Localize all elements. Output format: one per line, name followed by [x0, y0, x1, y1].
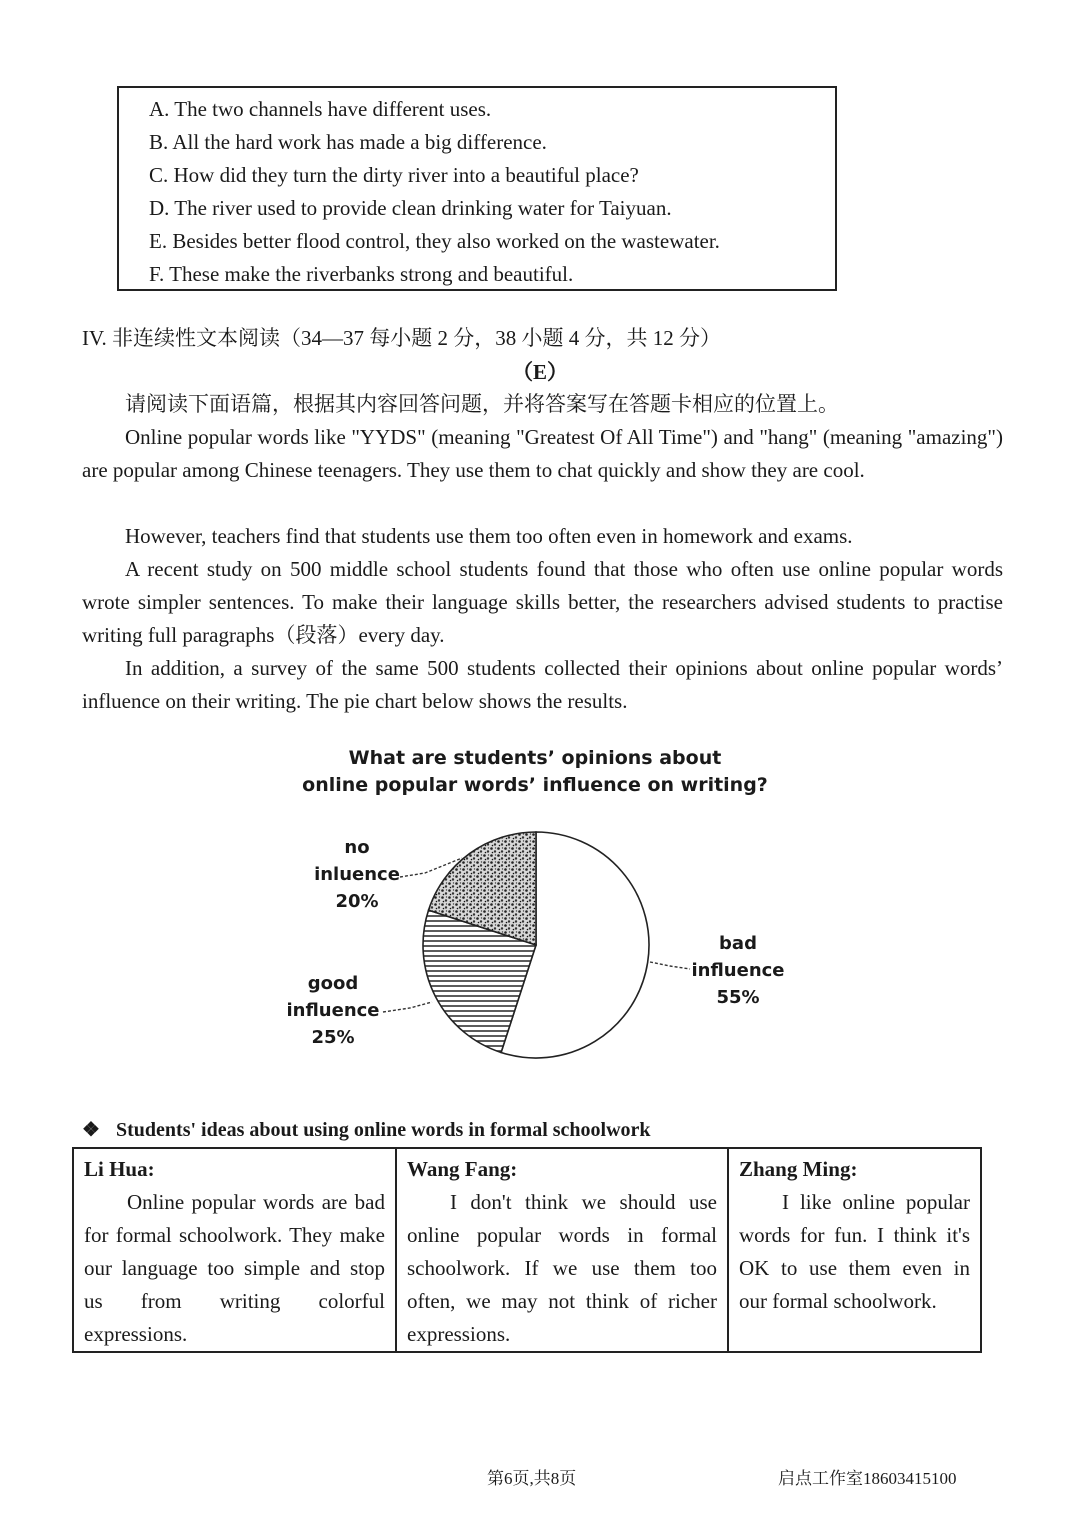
student-idea: I like online popular words for fun. I think it's OK to use them even in our formal schoolwork.: [739, 1190, 970, 1313]
table-cell-li-hua: [73, 1148, 396, 1352]
student-name: Li Hua:: [84, 1157, 155, 1181]
answer-options-box: [117, 86, 837, 291]
pie-label-no-influence: [305, 834, 409, 915]
pie-slices: [423, 832, 649, 1058]
table-cell-zhang-ming: [728, 1148, 981, 1352]
ideas-heading: [82, 1117, 651, 1142]
instruction-text: 请阅读下面语篇，根据其内容回答问题，并将答案写在答题卡相应的位置上。: [125, 392, 839, 416]
pie-value-good-influence: 25%: [311, 1027, 355, 1048]
pie-value-no-influence: 20%: [335, 891, 379, 912]
diamond-bullet-icon: ❖: [82, 1119, 100, 1141]
table-cell-wang-fang: [396, 1148, 728, 1352]
paragraph-1: Online popular words like "YYDS" (meaning "Greatest Of All Time") and "hang" (meaning "amazing") are popular among Chinese teenagers. They use them to chat quickly and show they are cool.: [82, 425, 1003, 482]
pie-label-bad-influence: [686, 930, 790, 1011]
option-f: F. These make the riverbanks strong and beautiful.: [149, 262, 574, 286]
passage-label: （E）: [511, 360, 568, 384]
section-heading: IV. 非连续性文本阅读（34—37 每小题 2 分，38 小题 4 分，共 12 分）: [82, 326, 721, 350]
paragraph-3: A recent study on 500 middle school students found that those who often use online popular words wrote simpler sentences. To make their language skills better, the researchers advised students to practise writing full paragraphs（段落）every day.: [82, 557, 1003, 647]
pie-label-bad-influence-line-1: bad: [719, 933, 757, 954]
pie-value-bad-influence: 55%: [716, 987, 760, 1008]
page-number: 第6页,共8页: [487, 1469, 577, 1488]
option-b: B. All the hard work has made a big difference.: [149, 130, 547, 154]
student-name: Zhang Ming:: [739, 1157, 858, 1181]
pie-label-good-influence-line-2: influence: [286, 1000, 380, 1021]
pie-chart: [0, 820, 1080, 1070]
pie-label-good-influence: [280, 970, 386, 1051]
option-a: A. The two channels have different uses.: [149, 97, 492, 121]
option-d: D. The river used to provide clean drinking water for Taiyuan.: [149, 196, 672, 220]
table-row: [73, 1148, 981, 1352]
studio-contact: 启点工作室18603415100: [778, 1469, 957, 1488]
chart-title: [0, 745, 1070, 799]
pie-label-no-influence-line-2: inluence: [314, 864, 400, 885]
paragraph-2: However, teachers find that students use them too often even in homework and exams.: [125, 524, 853, 548]
paragraph-4: In addition, a survey of the same 500 students collected their opinions about online popular words’ influence on their writing. The pie chart below shows the results.: [82, 656, 1003, 713]
student-idea: Online popular words are bad for formal schoolwork. They make our language too simple and stop us from writing colorful expressions.: [84, 1190, 385, 1346]
option-c: C. How did they turn the dirty river into a beautiful place?: [149, 163, 639, 187]
option-e: E. Besides better flood control, they also worked on the wastewater.: [149, 229, 720, 253]
pie-label-no-influence-line-1: no: [344, 837, 370, 858]
pie-label-good-influence-line-1: good: [307, 973, 359, 994]
leader-line-bad-influence: [650, 962, 690, 969]
student-name: Wang Fang:: [407, 1157, 518, 1181]
ideas-table: [72, 1147, 982, 1353]
ideas-heading-text: Students' ideas about using online words in formal schoolwork: [116, 1119, 651, 1141]
pie-label-bad-influence-line-2: influence: [691, 960, 785, 981]
chart-title-line-1: What are students’ opinions about: [348, 747, 722, 769]
chart-title-line-2: online popular words’ influence on writing?: [302, 774, 768, 796]
leader-line-good-influence: [383, 1002, 432, 1012]
student-idea: I don't think we should use online popular words in formal schoolwork. If we use them too often, we may not think of richer expressions.: [407, 1190, 717, 1346]
